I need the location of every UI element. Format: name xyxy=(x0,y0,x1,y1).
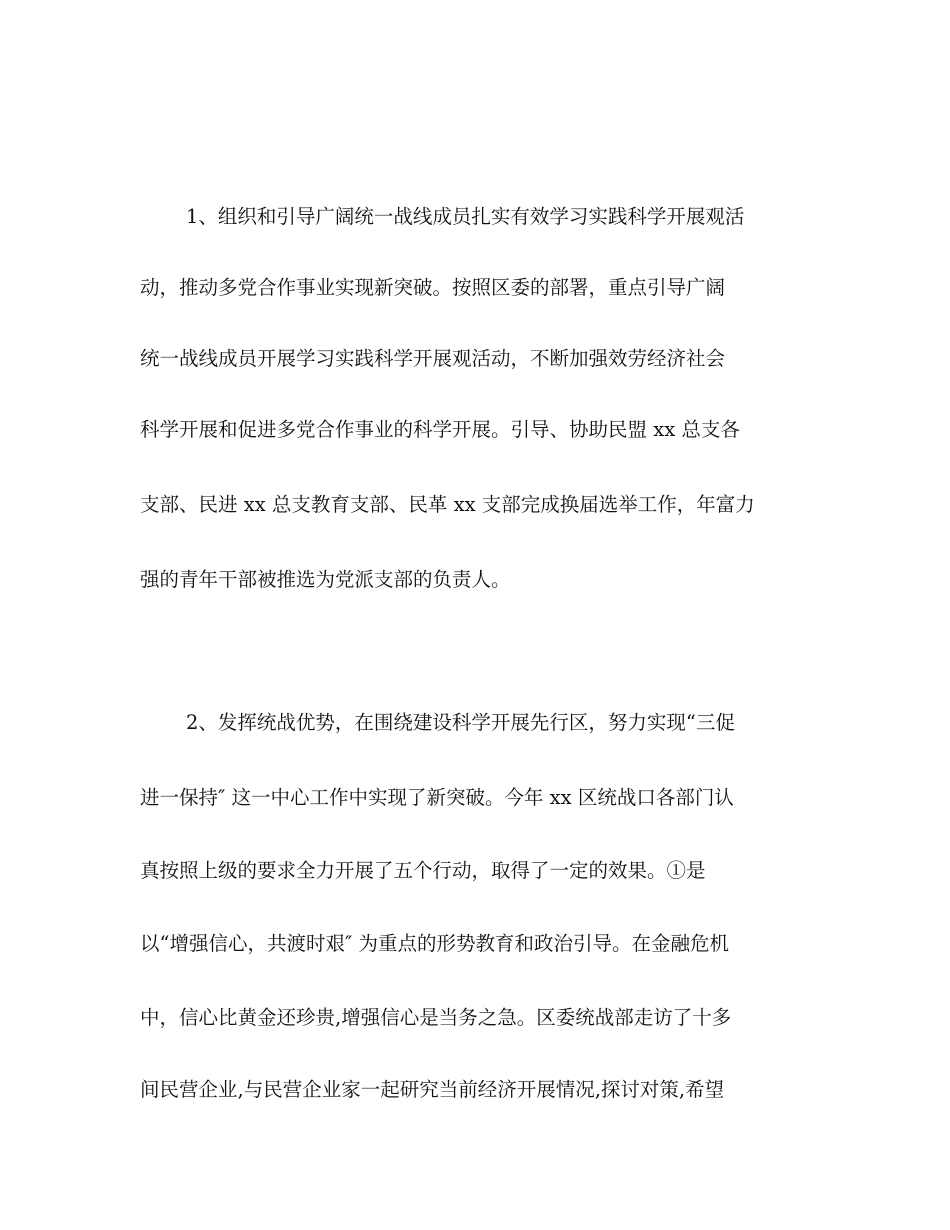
paragraph-1-line-6: 强的青年干部被推选为党派支部的负责人。 xyxy=(140,568,511,591)
paragraph-2-line-1: 2、发挥统战优势，在围绕建设科学开展先行区，努力实现“三促 xyxy=(186,711,735,734)
paragraph-2-line-2: 进一保持″ 这一中心工作中实现了新突破。今年 xx 区统战口各部门认 xyxy=(140,786,734,809)
paragraph-1-line-4: 科学开展和促进多党合作事业的科学开展。引导、协助民盟 xx 总支各 xyxy=(140,418,740,441)
paragraph-1-line-5: 支部、民进 xx 总支教育支部、民革 xx 支部完成换届选举工作，年富力 xyxy=(140,493,755,516)
paragraph-1-line-2: 动，推动多党合作事业实现新突破。按照区委的部署，重点引导广阔 xyxy=(140,276,726,299)
paragraph-2-line-3: 真按照上级的要求全力开展了五个行动，取得了一定的效果。①是 xyxy=(140,859,706,882)
paragraph-2-line-6: 间民营企业,与民营企业家一起研究当前经济开展情况,探讨对策,希望 xyxy=(140,1078,725,1101)
paragraph-1-line-3: 统一战线成员开展学习实践科学开展观活动，不断加强效劳经济社会 xyxy=(140,347,726,370)
paragraph-2-line-5: 中，信心比黄金还珍贵,增强信心是当务之急。区委统战部走访了十多 xyxy=(140,1006,732,1029)
paragraph-2-line-4: 以“增强信心，共渡时艰″ 为重点的形势教育和政治引导。在金融危机 xyxy=(140,932,729,955)
paragraph-1-line-1: 1、组织和引导广阔统一战线成员扎实有效学习实践科学开展观活 xyxy=(186,205,745,228)
